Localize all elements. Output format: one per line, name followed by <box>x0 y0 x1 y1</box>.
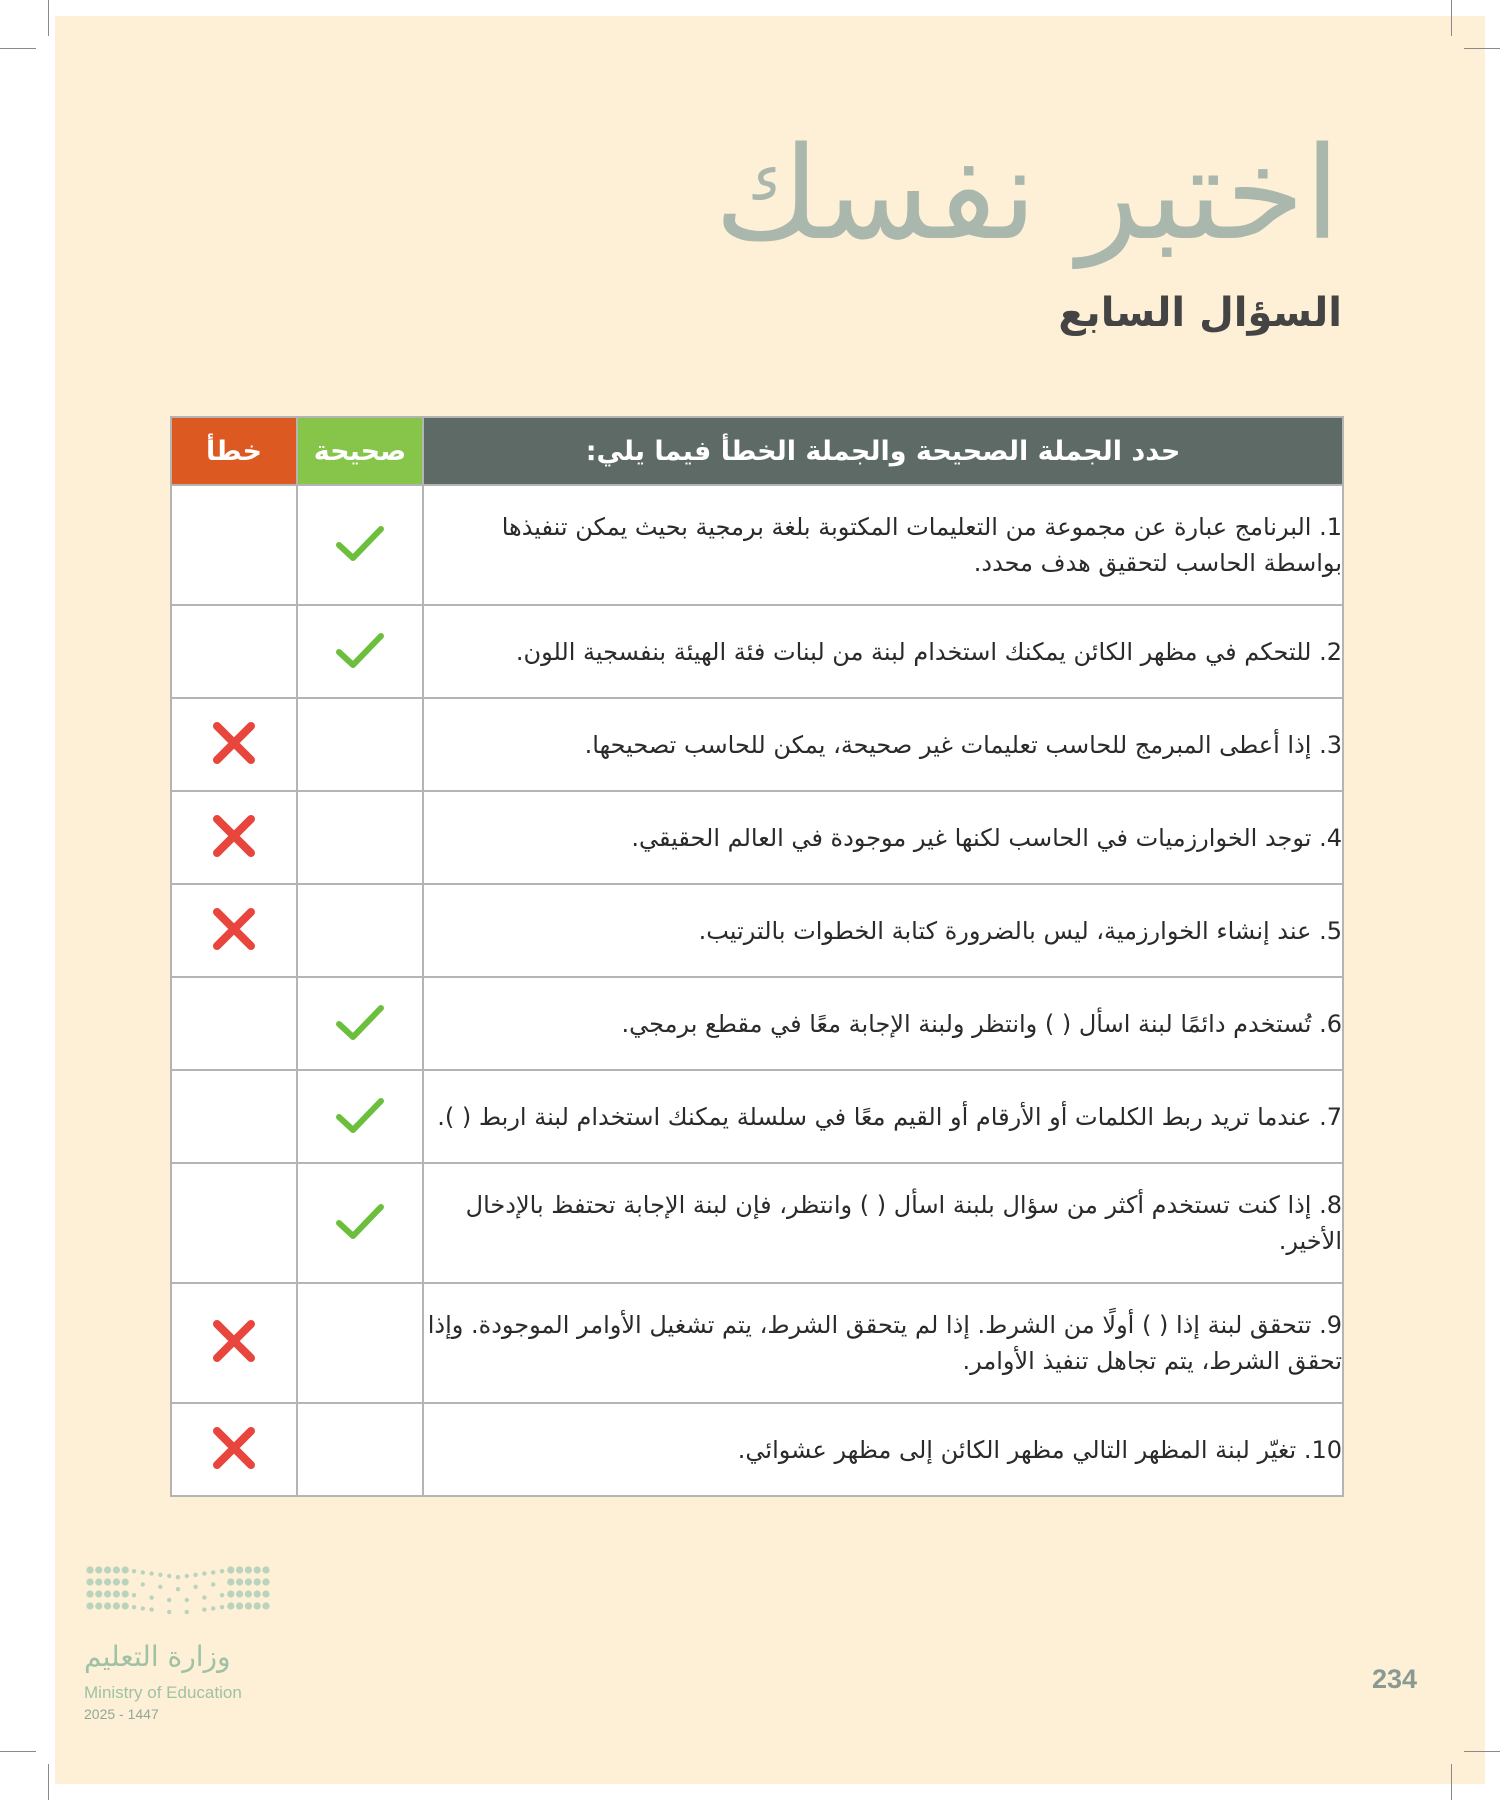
correct-cell <box>297 1283 423 1403</box>
wrong-cell <box>171 1283 297 1403</box>
wrong-cell <box>171 485 297 605</box>
question-heading: السؤال السابع <box>1058 290 1342 336</box>
correct-cell <box>297 791 423 884</box>
header-correct: صحيحة <box>297 417 423 485</box>
wrong-cell <box>171 698 297 791</box>
page-title: اختبر نفسك <box>714 120 1340 269</box>
check-mark-icon <box>335 523 385 563</box>
wrong-cell <box>171 1163 297 1283</box>
page-number: 234 <box>1372 1664 1418 1694</box>
crop-mark <box>0 1751 36 1752</box>
statement-text: 4. توجد الخوارزميات في الحاسب لكنها غير موجودة في العالم الحقيقي. <box>423 791 1343 884</box>
cross-mark-icon <box>209 718 259 768</box>
correct-cell <box>297 1163 423 1283</box>
check-mark-icon <box>335 1002 385 1042</box>
cross-mark-icon <box>209 1423 259 1473</box>
crop-mark <box>1464 1751 1500 1752</box>
statement-text: 8. إذا كنت تستخدم أكثر من سؤال بلبنة اسأل ( ) وانتظر، فإن لبنة الإجابة تحتفظ بالإدخال الأخير. <box>423 1163 1343 1283</box>
table-row <box>171 1283 1343 1403</box>
table-row <box>171 605 1343 698</box>
correct-cell <box>297 884 423 977</box>
wrong-cell <box>171 1070 297 1163</box>
cross-mark-icon <box>209 904 259 954</box>
header-statement: حدد الجملة الصحيحة والجملة الخطأ فيما يلي: <box>423 417 1343 485</box>
table-header-row <box>171 417 1343 485</box>
correct-cell <box>297 1070 423 1163</box>
table-row <box>171 698 1343 791</box>
statement-text: 6. تُستخدم دائمًا لبنة اسأل ( ) وانتظر ولبنة الإجابة معًا في مقطع برمجي. <box>423 977 1343 1070</box>
crop-mark <box>48 1764 49 1800</box>
correct-cell <box>297 698 423 791</box>
wrong-cell <box>171 605 297 698</box>
check-mark-icon <box>335 630 385 670</box>
table-row <box>171 791 1343 884</box>
table-row <box>171 1403 1343 1496</box>
correct-cell <box>297 977 423 1070</box>
check-mark-icon <box>335 1201 385 1241</box>
crop-mark <box>0 48 36 49</box>
table-row <box>171 884 1343 977</box>
crop-mark <box>1451 0 1452 36</box>
header-wrong: خطأ <box>171 417 297 485</box>
correct-cell <box>297 605 423 698</box>
statement-text: 10. تغيّر لبنة المظهر التالي مظهر الكائن إلى مظهر عشوائي. <box>423 1403 1343 1496</box>
crop-mark <box>1451 1764 1452 1800</box>
statement-text: 1. البرنامج عبارة عن مجموعة من التعليمات المكتوبة بلغة برمجية بحيث يمكن تنفيذها بواسطة الحاسب لتحقيق هدف محدد. <box>423 485 1343 605</box>
wrong-cell <box>171 977 297 1070</box>
table-row <box>171 485 1343 605</box>
statement-text: 7. عندما تريد ربط الكلمات أو الأرقام أو القيم معًا في سلسلة يمكنك استخدام لبنة اربط ( ). <box>423 1070 1343 1163</box>
true-false-table <box>170 416 1344 1497</box>
wrong-cell <box>171 1403 297 1496</box>
correct-cell <box>297 1403 423 1496</box>
table-row <box>171 1070 1343 1163</box>
crop-mark <box>48 0 49 36</box>
edition-year: 2025 - 1447 <box>84 1706 159 1722</box>
ministry-logo-dots-icon <box>84 1562 274 1628</box>
statement-text: 3. إذا أعطى المبرمج للحاسب تعليمات غير صحيحة، يمكن للحاسب تصحيحها. <box>423 698 1343 791</box>
ministry-name-english: Ministry of Education <box>84 1683 242 1702</box>
cross-mark-icon <box>209 811 259 861</box>
statement-text: 2. للتحكم في مظهر الكائن يمكنك استخدام لبنة من لبنات فئة الهيئة بنفسجية اللون. <box>423 605 1343 698</box>
cross-mark-icon <box>209 1316 259 1366</box>
check-mark-icon <box>335 1095 385 1135</box>
ministry-name-arabic: وزارة التعليم <box>84 1640 231 1673</box>
wrong-cell <box>171 884 297 977</box>
table-row <box>171 1163 1343 1283</box>
table-row <box>171 977 1343 1070</box>
statement-text: 9. تتحقق لبنة إذا ( ) أولًا من الشرط. إذا لم يتحقق الشرط، يتم تشغيل الأوامر الموجودة. وإذا تحقق الشرط، يتم تجاهل تنفيذ الأوامر. <box>423 1283 1343 1403</box>
statement-text: 5. عند إنشاء الخوارزمية، ليس بالضرورة كتابة الخطوات بالترتيب. <box>423 884 1343 977</box>
crop-mark <box>1464 48 1500 49</box>
wrong-cell <box>171 791 297 884</box>
correct-cell <box>297 485 423 605</box>
